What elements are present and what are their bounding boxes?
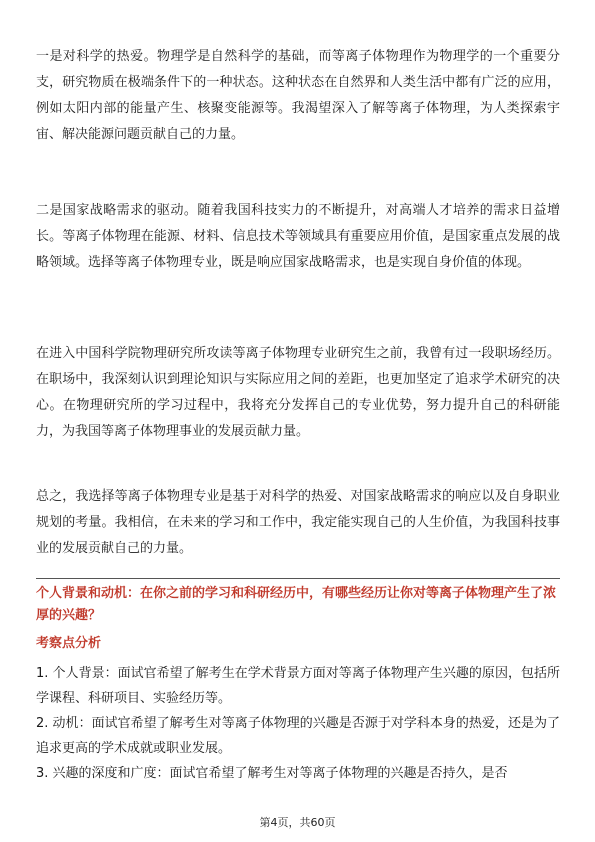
section-divider [36, 578, 560, 579]
interview-question: 个人背景和动机：在你之前的学习和科研经历中，有哪些经历让你对等离子体物理产生了浓厚的兴趣？ [36, 586, 557, 623]
analysis-item-depth: 3. 兴趣的深度和广度：面试官希望了解考生对等离子体物理的兴趣是否持久，是否 [36, 766, 508, 781]
paragraph-conclusion: 总之，我选择等离子体物理专业是基于对科学的热爱、对国家战略需求的响应以及自身职业规划的考量。我相信，在未来的学习和工作中，我定能实现自己的人生价值，为我国科技事业的发展贡献自己的力量。 [36, 489, 560, 556]
paragraph-national-strategy: 二是国家战略需求的驱动。随着我国科技实力的不断提升，对高端人才培养的需求日益增长。等离子体物理在能源、材料、信息技术等领域具有重要应用价值，是国家重点发展的战略领域。选择等离子体物理专业，既是响应国家战略需求，也是实现自身价值的体现。 [36, 203, 560, 270]
analysis-item-background: 1. 个人背景：面试官希望了解考生在学术背景方面对等离子体物理产生兴趣的原因，包括所学课程、科研项目、实验经历等。 [36, 666, 560, 706]
analysis-list [36, 661, 560, 786]
analysis-item-motivation: 2. 动机：面试官希望了解考生对等离子体物理的兴趣是否源于对学科本身的热爱，还是为了追求更高的学术成就或职业发展。 [36, 716, 560, 756]
analysis-heading: 考察点分析 [36, 636, 102, 651]
paragraph-interest-in-science: 一是对科学的热爱。物理学是自然科学的基础，而等离子体物理作为物理学的一个重要分支，研究物质在极端条件下的一种状态。这种状态在自然界和人类生活中都有广泛的应用，例如太阳内部的能量产生、核聚变能源等。我渴望深入了解等离子体物理，为人类探索宇宙、解决能源问题贡献自己的力量。 [36, 49, 560, 142]
paragraph-work-experience: 在进入中国科学院物理研究所攻读等离子体物理专业研究生之前，我曾有过一段职场经历。在职场中，我深刻认识到理论知识与实际应用之间的差距，也更加坚定了追求学术研究的决心。在物理研究所的学习过程中，我将充分发挥自己的专业优势，努力提升自己的科研能力，为我国等离子体物理事业的发展贡献力量。 [36, 346, 560, 439]
page-number-footer: 第4页，共60页 [259, 816, 336, 829]
